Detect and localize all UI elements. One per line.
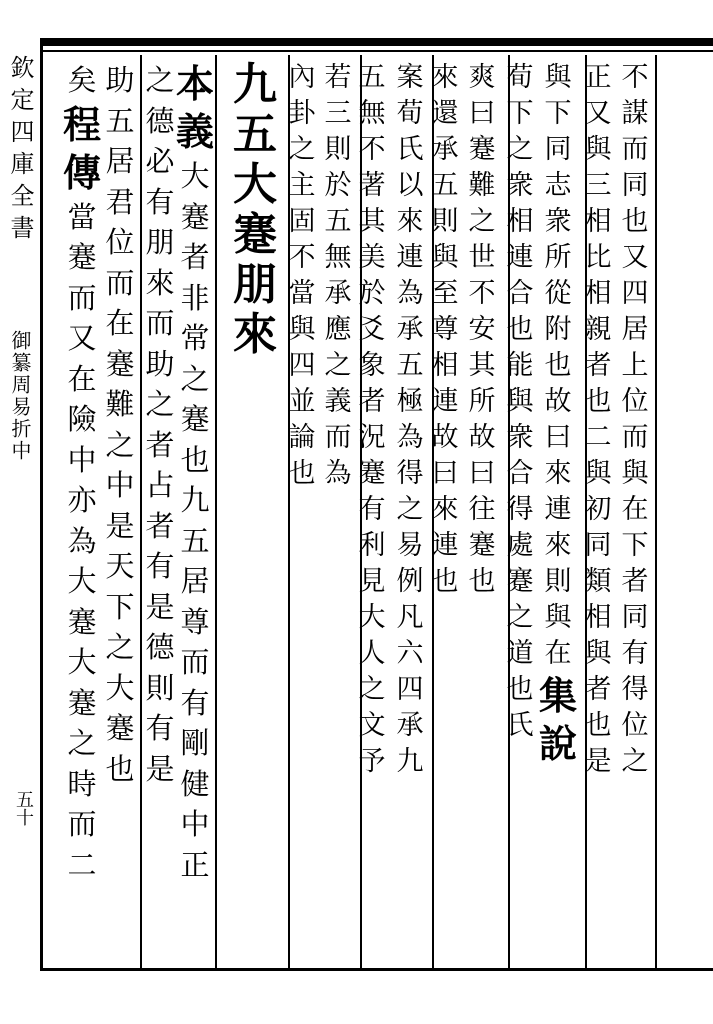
hexagram-line-heading [230, 60, 280, 965]
glyph: 得 [396, 458, 424, 489]
glyph: 與 [288, 314, 316, 345]
glyph: 蹇 [105, 346, 135, 381]
glyph: 而 [67, 807, 97, 841]
glyph: 義 [324, 386, 352, 417]
glyph: 蹇 [233, 209, 277, 260]
glyph: 之 [358, 674, 386, 705]
glyph: 著 [358, 170, 386, 201]
glyph: 而 [621, 134, 649, 165]
glyph: 連 [396, 242, 424, 273]
glyph: 中 [105, 468, 135, 502]
glyph: 也 [621, 206, 649, 237]
glyph: 衆 [506, 422, 534, 453]
frame-top [40, 38, 713, 46]
glyph: 於 [324, 170, 352, 201]
glyph: 之 [621, 746, 649, 777]
glyph: 正 [584, 62, 612, 93]
glyph: 三 [324, 98, 352, 129]
glyph: 五 [431, 170, 459, 201]
glyph: 與 [584, 134, 612, 165]
glyph: 常 [180, 321, 210, 355]
glyph: 非 [180, 280, 210, 315]
glyph: 見 [358, 566, 386, 597]
glyph: 本 [175, 61, 214, 106]
glyph: 連 [431, 386, 459, 417]
glyph: 荀 [396, 98, 424, 129]
glyph: 有 [145, 184, 175, 219]
glyph: 之 [105, 630, 135, 664]
glyph: 有 [145, 549, 175, 583]
glyph: 矣 [67, 63, 97, 97]
glyph: 能 [506, 350, 534, 381]
glyph: 初 [584, 494, 612, 525]
text-column-4 [500, 60, 540, 965]
glyph: 而 [105, 265, 135, 300]
glyph: 朋 [233, 259, 277, 310]
margin-volume-text: 御纂周易折中 [8, 330, 32, 462]
glyph: 為 [396, 422, 424, 453]
glyph: 曰 [544, 422, 572, 453]
glyph: 世 [468, 242, 496, 273]
glyph: 同 [544, 134, 572, 165]
glyph: 易 [396, 530, 424, 561]
glyph: 無 [324, 242, 352, 273]
glyph: 主 [288, 170, 316, 201]
glyph: 與 [431, 242, 459, 273]
glyph: 類 [584, 566, 612, 597]
glyph: 者 [584, 674, 612, 705]
glyph: 與 [584, 458, 612, 489]
glyph: 難 [468, 170, 496, 201]
glyph: 德 [145, 630, 175, 664]
glyph: 三 [584, 170, 612, 201]
glyph: 爽 [468, 62, 496, 93]
glyph: 志 [544, 170, 572, 201]
column-rule [215, 55, 217, 970]
text-column-1 [615, 60, 655, 965]
glyph: 之 [506, 134, 534, 165]
glyph: 與 [544, 602, 572, 633]
glyph: 亦 [67, 483, 97, 517]
glyph: 蹇 [67, 240, 97, 274]
glyph: 故 [431, 422, 459, 453]
glyph: 安 [468, 314, 496, 345]
glyph: 者 [584, 350, 612, 381]
glyph: 之 [288, 134, 316, 165]
glyph: 二 [67, 847, 97, 882]
glyph: 文 [358, 710, 386, 741]
glyph: 剛 [180, 726, 210, 760]
glyph: 者 [180, 240, 210, 274]
glyph: 內 [288, 62, 316, 93]
glyph: 則 [324, 134, 352, 165]
column-rule [655, 55, 657, 970]
text-column-6 [425, 60, 465, 965]
glyph: 承 [431, 134, 459, 165]
glyph: 中 [67, 442, 97, 477]
glyph: 集 [538, 673, 577, 718]
glyph: 也 [180, 442, 210, 477]
glyph: 相 [584, 206, 612, 237]
glyph: 有 [180, 685, 210, 720]
glyph: 於 [358, 278, 386, 309]
glyph: 五 [358, 62, 386, 93]
glyph: 合 [506, 458, 534, 489]
glyph: 來 [544, 458, 572, 489]
glyph: 者 [145, 508, 175, 543]
text-column-15 [62, 60, 102, 965]
glyph: 也 [506, 674, 534, 705]
glyph: 不 [621, 62, 649, 93]
glyph: 者 [358, 386, 386, 417]
glyph: 之 [324, 350, 352, 381]
glyph: 曰 [468, 98, 496, 129]
frame-top-inner [40, 50, 713, 52]
glyph: 承 [324, 278, 352, 309]
glyph: 人 [358, 638, 386, 669]
glyph: 案 [396, 62, 424, 93]
glyph: 故 [544, 386, 572, 417]
glyph: 德 [145, 103, 175, 138]
glyph: 大 [233, 159, 277, 210]
glyph: 凡 [396, 602, 424, 633]
glyph: 朋 [145, 225, 175, 259]
glyph: 得 [621, 674, 649, 705]
glyph: 居 [105, 144, 135, 178]
glyph: 曰 [468, 458, 496, 489]
glyph: 則 [431, 206, 459, 237]
glyph: 所 [544, 242, 572, 273]
glyph: 之 [506, 602, 534, 633]
glyph: 難 [105, 387, 135, 421]
glyph: 同 [621, 170, 649, 201]
glyph: 而 [324, 422, 352, 453]
glyph: 必 [145, 144, 175, 178]
glyph: 尊 [431, 314, 459, 345]
glyph: 相 [584, 278, 612, 309]
glyph: 同 [621, 602, 649, 633]
glyph: 無 [358, 98, 386, 129]
margin-page-number-text: 五十 [13, 790, 34, 826]
frame-left [40, 38, 43, 971]
glyph: 有 [621, 638, 649, 669]
glyph: 而 [621, 422, 649, 453]
glyph: 健 [180, 766, 210, 801]
glyph: 至 [431, 278, 459, 309]
glyph: 其 [468, 350, 496, 381]
glyph: 蹇 [67, 604, 97, 639]
glyph: 大 [105, 670, 135, 705]
text-column-8 [352, 60, 392, 965]
glyph: 下 [506, 98, 534, 129]
glyph: 又 [621, 242, 649, 273]
glyph: 五 [105, 103, 135, 138]
glyph: 又 [584, 98, 612, 129]
glyph: 固 [288, 206, 316, 237]
glyph: 之 [180, 361, 210, 396]
glyph: 下 [544, 98, 572, 129]
glyph: 在 [105, 306, 135, 340]
glyph: 說 [538, 721, 577, 766]
glyph: 占 [145, 468, 175, 502]
glyph: 不 [358, 134, 386, 165]
glyph: 傳 [62, 149, 101, 195]
glyph: 若 [324, 62, 352, 93]
margin-volume [5, 330, 35, 462]
glyph: 也 [105, 751, 135, 786]
glyph: 故 [468, 422, 496, 453]
glyph: 尊 [180, 604, 210, 639]
glyph: 也 [584, 710, 612, 741]
glyph: 美 [358, 242, 386, 273]
glyph: 位 [105, 225, 135, 259]
glyph: 來 [431, 62, 459, 93]
glyph: 下 [105, 589, 135, 624]
glyph: 四 [288, 350, 316, 381]
glyph: 況 [358, 422, 386, 453]
glyph: 下 [621, 530, 649, 561]
glyph: 處 [506, 530, 534, 561]
glyph: 相 [506, 206, 534, 237]
glyph: 則 [544, 566, 572, 597]
glyph: 利 [358, 530, 386, 561]
glyph: 蹇 [468, 530, 496, 561]
glyph: 與 [584, 638, 612, 669]
text-column-10 [282, 60, 322, 965]
glyph: 相 [431, 350, 459, 381]
text-column-9 [318, 60, 358, 965]
glyph: 例 [396, 566, 424, 597]
text-column-5 [462, 60, 502, 965]
glyph: 天 [105, 549, 135, 583]
glyph: 連 [506, 242, 534, 273]
glyph: 居 [621, 314, 649, 345]
text-column-2 [578, 60, 618, 965]
glyph: 而 [180, 645, 210, 679]
glyph: 連 [544, 494, 572, 525]
glyph: 為 [67, 523, 97, 558]
glyph: 得 [506, 494, 534, 525]
glyph: 蹇 [506, 566, 534, 597]
glyph: 蹇 [67, 685, 97, 720]
glyph: 同 [584, 530, 612, 561]
glyph: 在 [621, 494, 649, 525]
glyph: 爻 [358, 314, 386, 345]
glyph: 蹇 [358, 458, 386, 489]
text-column-12 [175, 60, 215, 965]
glyph: 應 [324, 314, 352, 345]
margin-page-number [8, 790, 38, 826]
glyph: 時 [67, 766, 97, 801]
glyph: 不 [288, 242, 316, 273]
glyph: 當 [288, 278, 316, 309]
glyph: 來 [544, 530, 572, 561]
glyph: 蹇 [468, 134, 496, 165]
glyph: 為 [324, 458, 352, 489]
glyph: 荀 [506, 62, 534, 93]
glyph: 氏 [396, 134, 424, 165]
glyph: 也 [431, 566, 459, 597]
glyph: 而 [67, 280, 97, 315]
glyph: 蹇 [105, 711, 135, 745]
glyph: 來 [145, 265, 175, 300]
margin-book-title [5, 55, 35, 247]
glyph: 之 [145, 63, 175, 97]
glyph: 來 [233, 309, 277, 360]
glyph: 九 [396, 746, 424, 777]
glyph: 連 [431, 530, 459, 561]
glyph: 有 [145, 711, 175, 745]
glyph: 承 [396, 710, 424, 741]
glyph: 也 [544, 350, 572, 381]
glyph: 象 [358, 350, 386, 381]
glyph: 謀 [621, 98, 649, 129]
glyph: 當 [67, 199, 97, 234]
glyph: 在 [67, 361, 97, 396]
glyph: 五 [396, 350, 424, 381]
glyph: 附 [544, 314, 572, 345]
glyph: 大 [67, 564, 97, 598]
glyph: 之 [145, 387, 175, 421]
glyph: 蹇 [180, 199, 210, 234]
glyph: 為 [396, 278, 424, 309]
glyph: 大 [358, 602, 386, 633]
glyph: 助 [145, 346, 175, 381]
glyph: 大 [67, 645, 97, 679]
glyph: 是 [145, 751, 175, 786]
glyph: 蹇 [180, 402, 210, 436]
glyph: 道 [506, 638, 534, 669]
glyph: 六 [396, 638, 424, 669]
glyph: 氏 [506, 710, 534, 741]
glyph: 位 [621, 710, 649, 741]
glyph: 與 [621, 458, 649, 489]
glyph: 來 [396, 206, 424, 237]
text-column-3 [538, 60, 578, 965]
glyph: 君 [105, 184, 135, 219]
glyph: 程 [62, 101, 101, 147]
glyph: 不 [468, 278, 496, 309]
glyph: 曰 [431, 458, 459, 489]
glyph: 義 [175, 109, 214, 154]
glyph: 五 [180, 523, 210, 558]
glyph: 與 [506, 386, 534, 417]
glyph: 大 [180, 159, 210, 193]
glyph: 是 [584, 746, 612, 777]
glyph: 者 [621, 566, 649, 597]
glyph: 而 [145, 306, 175, 340]
glyph: 則 [145, 670, 175, 705]
glyph: 險 [67, 402, 97, 436]
glyph: 居 [180, 564, 210, 598]
glyph: 中 [180, 807, 210, 841]
glyph: 衆 [544, 206, 572, 237]
text-column-13 [140, 60, 180, 965]
glyph: 四 [621, 278, 649, 309]
glyph: 又 [67, 321, 97, 355]
glyph: 之 [67, 726, 97, 760]
glyph: 是 [105, 508, 135, 543]
glyph: 還 [431, 98, 459, 129]
glyph: 九 [180, 483, 210, 517]
glyph: 論 [288, 422, 316, 453]
glyph: 者 [145, 427, 175, 462]
glyph: 其 [358, 206, 386, 237]
glyph: 合 [506, 278, 534, 309]
glyph: 以 [396, 170, 424, 201]
glyph: 也 [288, 458, 316, 489]
glyph: 五 [233, 109, 277, 160]
glyph: 也 [468, 566, 496, 597]
glyph: 極 [396, 386, 424, 417]
glyph: 往 [468, 494, 496, 525]
glyph: 衆 [506, 170, 534, 201]
glyph: 四 [396, 674, 424, 705]
glyph: 從 [544, 278, 572, 309]
glyph: 五 [324, 206, 352, 237]
glyph: 承 [396, 314, 424, 345]
glyph: 也 [584, 386, 612, 417]
text-column-14 [100, 60, 140, 965]
glyph: 有 [358, 494, 386, 525]
glyph: 位 [621, 386, 649, 417]
glyph: 親 [584, 314, 612, 345]
glyph: 所 [468, 386, 496, 417]
glyph: 予 [358, 746, 386, 777]
glyph: 卦 [288, 98, 316, 129]
glyph: 比 [584, 242, 612, 273]
margin-book-title-text: 欽定四庫全書 [6, 55, 34, 247]
glyph: 之 [105, 427, 135, 462]
glyph: 之 [396, 494, 424, 525]
glyph: 二 [584, 422, 612, 453]
glyph: 與 [544, 62, 572, 93]
glyph: 是 [145, 589, 175, 624]
glyph: 來 [431, 494, 459, 525]
glyph: 助 [105, 63, 135, 97]
glyph: 並 [288, 386, 316, 417]
glyph: 相 [584, 602, 612, 633]
text-column-7 [390, 60, 430, 965]
glyph: 九 [233, 60, 277, 110]
glyph: 也 [506, 314, 534, 345]
glyph: 在 [544, 638, 572, 669]
glyph: 正 [180, 847, 210, 882]
glyph: 上 [621, 350, 649, 381]
glyph: 之 [468, 206, 496, 237]
